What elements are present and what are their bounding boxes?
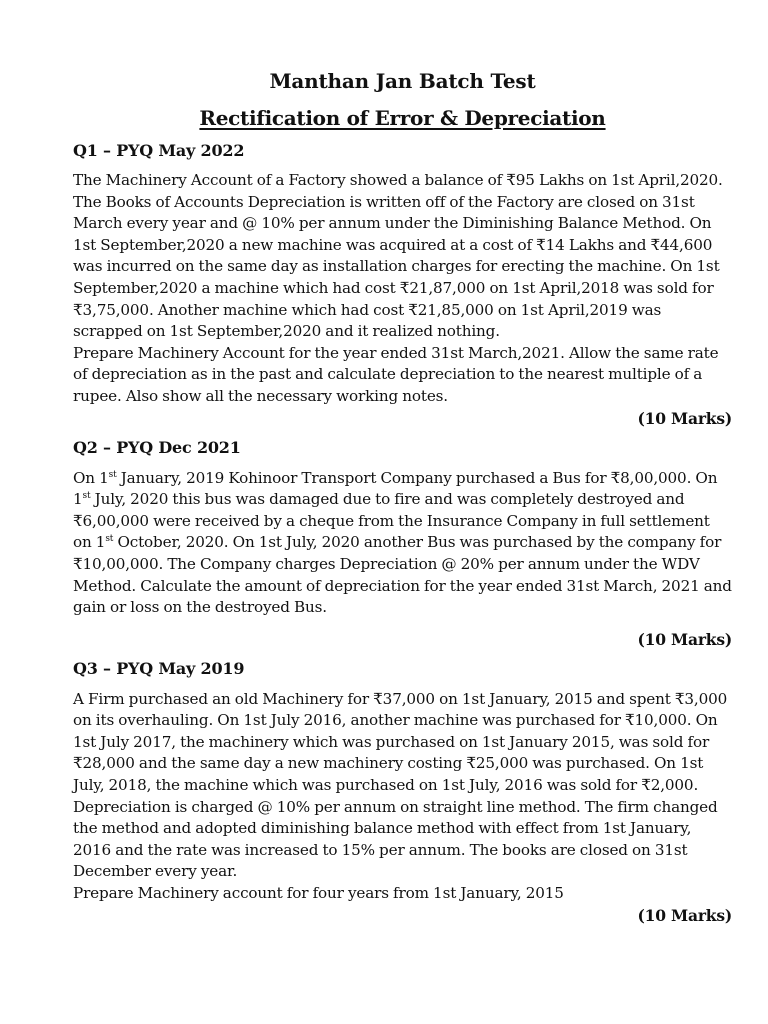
document-subtitle: Rectification of Error & Depreciation (199, 106, 606, 130)
ordinal-suffix: st (82, 491, 91, 502)
question-2-heading: Q2 – PYQ Dec 2021 (73, 437, 241, 457)
question-3-paragraph-2: Depreciation is charged @ 10% per annum on straight line method. The firm changed the method and adopted diminishing balance method with effect from 1st January, 2016 and the rate was increased to 15% per annum. The books are closed on 31st December every year. (73, 797, 718, 881)
question-1-paragraph-1: The Machinery Account of a Factory showed a balance of ₹95 Lakhs on 1st April,2020. The Books of Accounts Depreciation is written off of the Factory are closed on 31st March every year and @ 10% per annum under the Diminishing Balance Method. On 1st September,2020 a new machine was acquired at a cost of ₹14 Lakhs and ₹44,600 was incurred on the same day as installation charges for erecting the machine. On 1st September,2020 a machine which had cost ₹21,87,000 on 1st April,2018 was sold for ₹3,75,000. Another machine which had cost ₹21,85,000 on 1st April,2019 was scrapped on 1st September,2020 and it realized nothing. (73, 171, 723, 341)
question-1-marks: (10 Marks) (637, 408, 732, 428)
document-title: Manthan Jan Batch Test (269, 69, 536, 93)
question-3-body (73, 689, 732, 905)
ordinal-suffix: st (108, 469, 117, 480)
document-page (73, 66, 732, 927)
question-1 (73, 140, 732, 430)
question-2-paragraph (73, 468, 732, 619)
question-2-text-part: On 1 (73, 468, 109, 487)
question-3-marks: (10 Marks) (637, 905, 732, 925)
question-1-heading: Q1 – PYQ May 2022 (73, 141, 245, 160)
question-2-marks: (10 Marks) (637, 629, 732, 649)
question-2-text-part: October, 2020. On 1st July, 2020 another Bus was purchased by the company for ₹10,00,000. The Company charges Depreciation @ 20% per annum under the WDV Method. Calculate the amount of depreciation for the year ended 31st March, 2021 and gain or loss on the destroyed Bus. (73, 533, 732, 617)
question-2-text-part: July, 2020 this bus was damaged due to fire and was completely destroyed and ₹6,00,000 were received by a cheque from the Insurance Company in full settlement on 1 (73, 490, 710, 552)
ordinal-suffix: st (105, 534, 114, 545)
question-1-paragraph-2: Prepare Machinery Account for the year ended 31st March,2021. Allow the same rate of depreciation as in the past and calculate depreciation to the nearest multiple of a rupee. Also show all the necessary working notes. (73, 343, 719, 405)
question-3 (73, 658, 732, 927)
question-2 (73, 437, 732, 651)
question-1-body (73, 170, 732, 408)
question-3-paragraph-3: Prepare Machinery account for four years from 1st January, 2015 (73, 884, 564, 903)
question-3-paragraph-1: A Firm purchased an old Machinery for ₹37,000 on 1st January, 2015 and spent ₹3,000 on its overhauling. On 1st July 2016, another machine was purchased for ₹10,000. On 1st July 2017, the machinery which was purchased on 1st January 2015, was sold for ₹28,000 and the same day a new machinery costing ₹25,000 was purchased. On 1st July, 2018, the machine which was purchased on 1st July, 2016 was sold for ₹2,000. (73, 689, 728, 795)
question-2-text-part: January, 2019 Kohinoor Transport Company purchased a Bus for ₹8,00,000. On 1 (73, 468, 718, 509)
question-3-heading: Q3 – PYQ May 2019 (73, 658, 245, 678)
